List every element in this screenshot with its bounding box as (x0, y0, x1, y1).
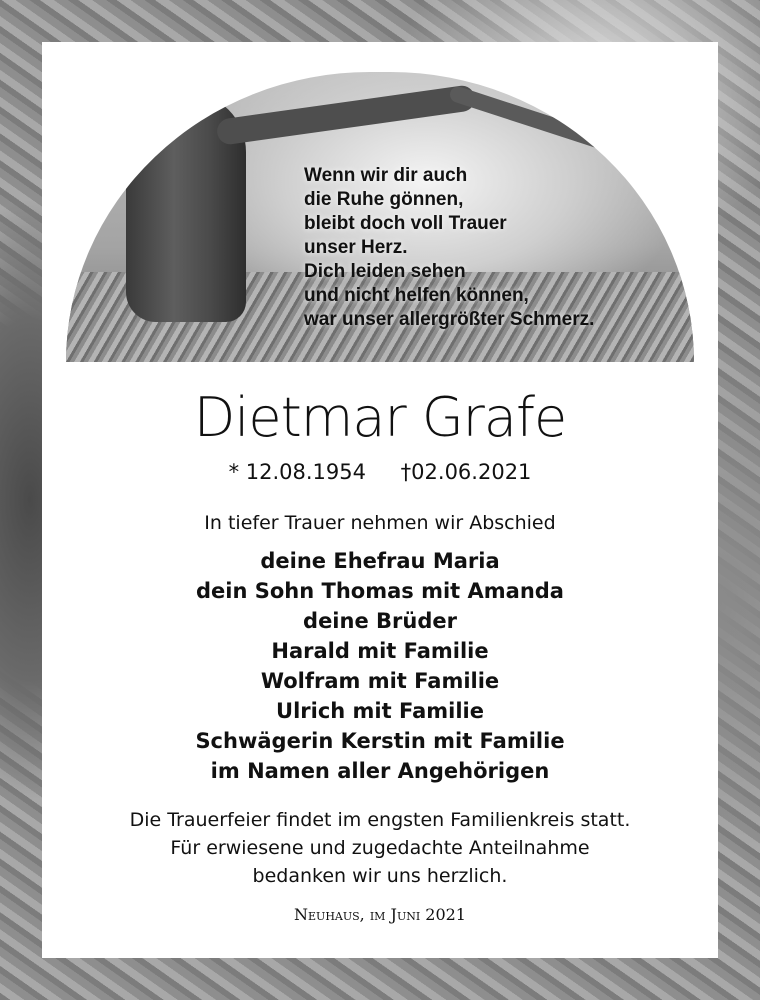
mourner-line: im Namen aller Angehörigen (210, 759, 550, 783)
mourner-line: deine Brüder (303, 609, 457, 633)
mourner-line: Schwägerin Kerstin mit Familie (195, 729, 565, 753)
poem-line: Dich leiden sehen (304, 261, 466, 282)
mourner-line: dein Sohn Thomas mit Amanda (196, 579, 564, 603)
notice-line: Für erwiesene und zugedachte Anteilnahme (170, 837, 590, 859)
memorial-poem (304, 164, 594, 332)
poem-line: war unser allergrößter Schmerz. (304, 309, 595, 330)
place-and-date: Neuhaus, im Juni 2021 (294, 905, 466, 924)
mourner-line: Wolfram mit Familie (260, 669, 500, 693)
mourners-list (42, 546, 718, 786)
obituary-card (42, 42, 718, 958)
tree-branch (215, 84, 476, 146)
poem-line: unser Herz. (304, 237, 408, 258)
poem-line: die Ruhe gönnen, (304, 189, 464, 210)
mourner-line: Harald mit Familie (271, 639, 489, 663)
deceased-name: Dietmar Grafe (193, 386, 567, 449)
tree-photo-arch (66, 72, 694, 362)
funeral-notice (42, 806, 718, 890)
birth-date: * 12.08.1954 (228, 460, 366, 484)
notice-line: bedanken wir uns herzlich. (252, 865, 508, 887)
poem-line: bleibt doch voll Trauer (304, 213, 507, 234)
death-date: †02.06.2021 (400, 460, 532, 484)
mourner-line: Ulrich mit Familie (276, 699, 484, 723)
life-dates (42, 458, 718, 486)
tree-branch (448, 85, 624, 156)
mourner-line: deine Ehefrau Maria (260, 549, 500, 573)
poem-line: und nicht helfen können, (304, 285, 529, 306)
farewell-intro: In tiefer Trauer nehmen wir Abschied (204, 512, 556, 534)
poem-line: Wenn wir dir auch (304, 165, 468, 186)
notice-line: Die Trauerfeier findet im engsten Familienkreis statt. (129, 809, 631, 831)
